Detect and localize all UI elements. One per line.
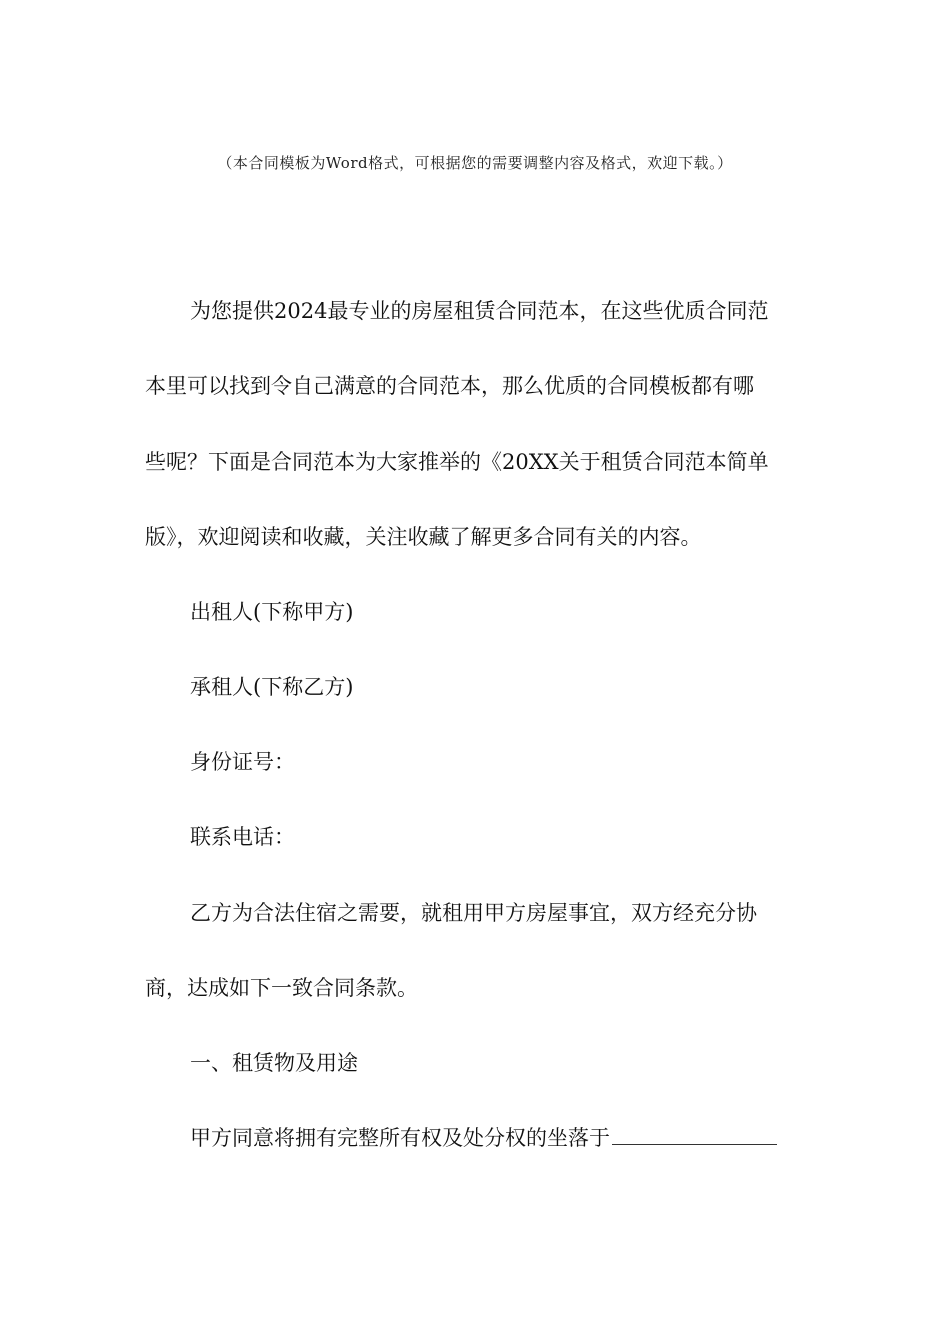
phone-label: 联系电话： — [190, 825, 295, 849]
lessee-label: 承租人(下称乙方) — [190, 675, 354, 699]
lessor-label: 出租人(下称甲方) — [190, 600, 354, 624]
agreement-line-1: 乙方为合法住宿之需要，就租用甲方房屋事宜，双方经充分协 — [190, 901, 757, 925]
id-number-label: 身份证号： — [190, 750, 295, 774]
intro-line-2: 本里可以找到令自己满意的合同范本，那么优质的合同模板都有哪 — [145, 374, 754, 398]
section-1-text: 甲方同意将拥有完整所有权及处分权的坐落于 — [190, 1126, 610, 1150]
intro-line-3: 些呢？下面是合同范本为大家推举的《20XX关于租赁合同范本简单 — [145, 450, 769, 474]
section-1-paragraph — [190, 1125, 850, 1152]
section-1-title: 一、租赁物及用途 — [190, 1051, 358, 1075]
template-note: （本合同模板为Word格式，可根据您的需要调整内容及格式，欢迎下载。） — [217, 154, 733, 172]
agreement-line-2: 商，达成如下一致合同条款。 — [145, 976, 418, 1000]
intro-line-1: 为您提供2024最专业的房屋租赁合同范本，在这些优质合同范 — [190, 299, 769, 323]
intro-line-4: 版》，欢迎阅读和收藏，关注收藏了解更多合同有关的内容。 — [145, 525, 702, 549]
location-blank-line — [612, 1143, 777, 1145]
